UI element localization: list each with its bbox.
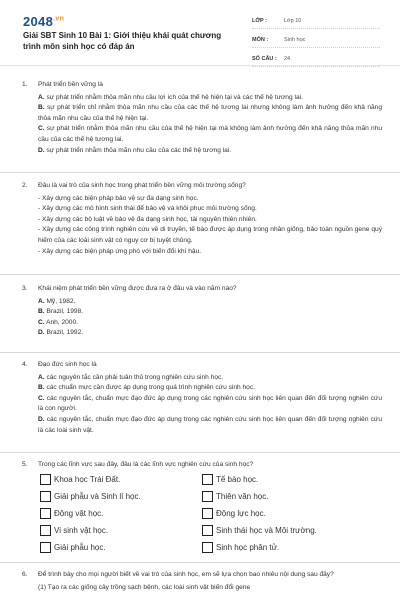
question-3 [22,284,382,339]
question-1 [22,80,382,156]
question-number: 1. [22,81,28,88]
option-c[interactable] [38,394,382,415]
meta-row-class [252,14,380,29]
checkbox-label: Giải phẫu và Sinh lí học. [54,492,141,501]
option-c[interactable] [38,124,382,145]
option-label: A. [38,297,45,305]
meta-value: Sinh học [284,37,306,43]
checkbox-grid [40,472,380,557]
option-label: C. [38,125,45,133]
option-label: A. [38,93,45,101]
checkbox-item[interactable] [40,491,202,502]
meta-key: MÔN : [252,37,269,43]
option-label: A. [38,373,45,381]
answer-line: - Xây dựng các biện pháp ứng phó với biến đổi khí hậu. [38,247,202,255]
checkbox[interactable] [40,508,51,519]
option-c[interactable] [38,318,382,329]
option-b[interactable] [38,307,382,318]
site-logo[interactable] [23,14,64,29]
question-text: Đạo đức sinh học là [38,361,97,368]
meta-value: Lớp 10 [284,18,302,24]
checkbox-label: Sinh thái học và Môi trường. [216,526,317,535]
option-label: C. [38,318,45,326]
option-label: B. [38,308,45,316]
checkbox-label: Động vật học. [54,509,104,518]
checkbox[interactable] [202,542,213,553]
checkbox-item[interactable] [202,474,364,485]
question-divider [0,172,400,173]
answer-line: - Xây dựng các công trình nghiên cứu về di truyền, tế bào được áp dụng trong nhân giống, bảo toàn nguồn gene quý hiếm của các loài sinh vật có nguy cơ bị tuyệt chủng. [38,226,382,244]
option-a[interactable] [38,373,382,384]
checkbox-label: Thiên văn học. [216,492,269,501]
option-text: các nguyên tắc cần phải tuân thủ trong nghiên cứu sinh học. [46,373,224,381]
logo-text: 2048 [23,14,54,29]
question-divider [0,562,400,563]
option-label: D. [38,415,45,423]
meta-row-subject [252,33,380,48]
option-label: C. [38,394,45,402]
checkbox[interactable] [40,491,51,502]
option-text: sự phát triển nhằm thỏa mãn nhu cầu lợi ích của thế hệ hiện tại và các thế hệ tương lai. [46,93,303,101]
option-text: các nguyên tắc, chuẩn mực đạo đức áp dụng trong các nghiên cứu sinh học liên quan đến đối tượng nghiên cứu là con người. [38,394,382,413]
question-5 [22,460,382,473]
question-number: 3. [22,285,28,292]
checkbox[interactable] [40,525,51,536]
question-4 [22,360,382,436]
option-label: D. [38,146,45,154]
checkbox[interactable] [40,474,51,485]
question-text: Để trình bày cho mọi người biết về vai trò của sinh học, em sẽ lựa chọn bao nhiêu nội dung sau đây? [38,571,334,578]
question-divider [0,352,400,353]
checkbox-label: Tế bào học. [216,475,259,484]
checkbox-item[interactable] [40,508,202,519]
option-d[interactable] [38,146,382,157]
question-number: 2. [22,182,28,189]
answer-line: - Xây dựng các biện pháp bảo vệ sự đa dạng sinh học. [38,194,199,202]
question-divider [0,274,400,275]
option-text: sự phát triển chỉ nhằm thỏa mãn nhu cầu của các thế hệ tương lai nhưng không làm ảnh hưởng đến khả năng thỏa mãn nhu cầu của thế hệ hiện tại. [38,104,382,122]
option-label: D. [38,329,45,337]
option-text: sự phát triển nhằm thỏa mãn nhu cầu của các thế hệ tương lai. [46,146,232,154]
option-text: sự phát triển nhằm thỏa mãn nhu cầu của thế hệ hiện tại mà không làm ảnh hưởng đến khả năng thỏa mãn nhu cầu của các thế hệ tương lai. [38,125,382,143]
option-label: B. [38,104,45,112]
question-text: Khái niệm phát triển bền vững được đưa ra ở đâu và vào năm nào? [38,285,237,292]
checkbox-label: Giải phẫu học. [54,543,106,552]
checkbox-label: Sinh học phân tử. [216,543,280,552]
checkbox-label: Vi sinh vật học. [54,526,109,535]
checkbox-label: Khoa học Trái Đất. [54,475,121,484]
question-number: 4. [22,361,28,368]
checkbox[interactable] [40,542,51,553]
option-text: Brazil, 1998. [46,308,84,316]
checkbox-item[interactable] [202,491,364,502]
meta-info-panel [252,14,380,67]
option-b[interactable] [38,383,382,394]
meta-value: 24 [284,56,291,62]
logo-suffix: .vn [53,15,65,23]
checkbox-label: Động lực học. [216,509,266,518]
checkbox[interactable] [202,525,213,536]
checkbox[interactable] [202,508,213,519]
option-b[interactable] [38,103,382,124]
option-text: các nguyên tắc, chuẩn mực đạo đức áp dụng trong các nghiên cứu sinh học liên quan đến đối tượng nghiên cứu là các loài sinh vật. [38,415,382,434]
checkbox-item[interactable] [40,542,202,553]
option-a[interactable] [38,93,382,104]
question-text: Trong các lĩnh vực sau đây, đâu là các lĩnh vực nghiên cứu của sinh học? [38,461,254,468]
checkbox-item[interactable] [202,508,364,519]
option-text: Mỹ, 1982. [46,297,76,305]
checkbox-item[interactable] [40,525,202,536]
checkbox[interactable] [202,474,213,485]
option-text: Brazil, 1992. [46,329,84,337]
question-divider [0,452,400,453]
answer-line: (1) Tạo ra các giống cây trồng sạch bệnh, các loài sinh vật biến đổi gene [38,583,251,591]
question-text: Phát triển bền vững là [38,81,103,88]
option-a[interactable] [38,297,382,308]
question-2 [22,181,382,257]
option-d[interactable] [38,415,382,436]
question-text: Đâu là vai trò của sinh học trong phát triển bền vững môi trường sống? [38,182,246,189]
question-number: 6. [22,571,28,578]
option-text: Anh, 2000. [46,318,78,326]
option-text: các chuẩn mực cần được áp dụng trong quá trình nghiên cứu sinh học. [46,384,255,392]
option-label: B. [38,384,45,392]
checkbox-item[interactable] [40,474,202,485]
checkbox-item[interactable] [202,525,364,536]
question-number: 5. [22,461,28,468]
checkbox[interactable] [202,491,213,502]
checkbox-item[interactable] [202,542,364,553]
option-d[interactable] [38,328,382,339]
answer-line: - Xây dựng các bộ luật về bảo vệ đa dạng sinh học, tài nguyên thiên nhiên. [38,215,257,223]
page-title: Giải SBT Sinh 10 Bài 1: Giới thiệu khái quát chương trình môn sinh học có đáp án [23,31,222,51]
meta-key: LỚP : [252,18,267,24]
header-divider [0,65,400,66]
answer-line: - Xây dựng các mô hình sinh thái để bảo vệ và khôi phục môi trường sống. [38,205,257,213]
question-6 [22,570,382,593]
meta-key: SỐ CÂU : [252,56,277,62]
